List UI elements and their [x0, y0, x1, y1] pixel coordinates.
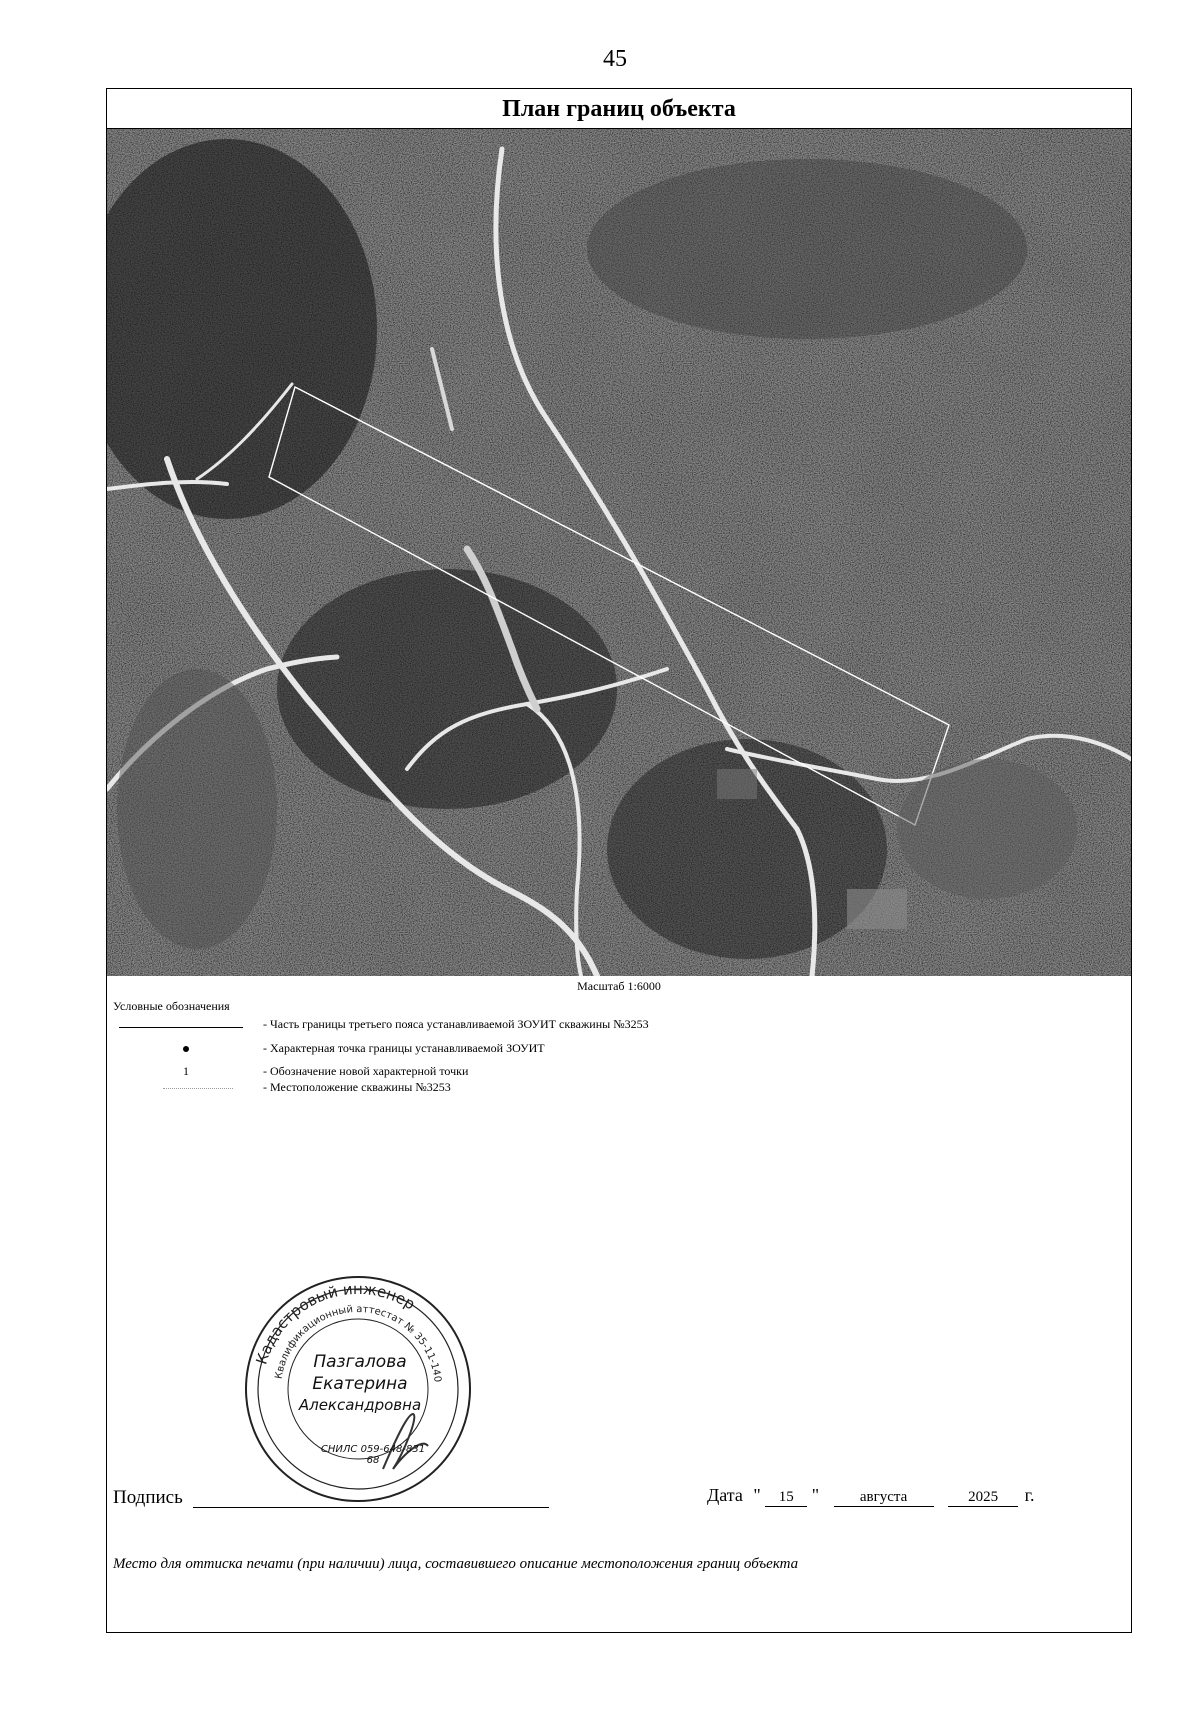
date-year: 2025	[948, 1489, 1018, 1507]
signature-line	[193, 1507, 549, 1508]
document-title: План границ объекта	[107, 89, 1131, 129]
new-point-number-symbol	[113, 1064, 243, 1080]
signature-label: Подпись	[113, 1487, 183, 1508]
cadastral-engineer-stamp	[233, 1264, 483, 1514]
legend-item-text: - Обозначение новой характерной точки	[263, 1064, 469, 1078]
stamp-inner-text: Квалификационный аттестат № 35-11-140	[273, 1303, 443, 1383]
legend-item-text: - Часть границы третьего пояса устанавливаемой ЗОУИТ скважины №3253	[263, 1017, 649, 1031]
stamp-name-line: Екатерина	[312, 1374, 408, 1394]
date-label: Дата	[707, 1485, 743, 1505]
page-number: 45	[603, 46, 627, 72]
stamp-name-line: Пазгалова	[313, 1352, 407, 1372]
satellite-map-image	[107, 129, 1131, 976]
date-block	[707, 1485, 1034, 1507]
boundary-line-symbol	[113, 1017, 243, 1033]
legend-point-number: 1	[183, 1064, 189, 1078]
stamp-placement-note: Место для оттиска печати (при наличии) лица, составившего описание местоположения границ объекта	[113, 1556, 799, 1572]
satellite-map	[107, 129, 1131, 976]
map-scale: Масштаб 1:6000	[577, 979, 661, 993]
legend-item	[107, 1041, 1127, 1057]
legend-item	[107, 1064, 1127, 1080]
date-month: августа	[834, 1489, 934, 1507]
document-frame	[106, 88, 1132, 1633]
legend-item-text: - Местоположение скважины №3253	[263, 1080, 451, 1094]
legend-title: Условные обозначения	[113, 999, 230, 1013]
date-close-quote: "	[811, 1485, 820, 1505]
boundary-point-icon	[113, 1041, 243, 1057]
well-location-icon	[113, 1080, 243, 1096]
date-day: 15	[765, 1489, 807, 1507]
date-suffix: г.	[1024, 1485, 1035, 1505]
legend-item-text: - Характерная точка границы устанавливаемой ЗОУИТ	[263, 1041, 545, 1055]
legend-item	[107, 1017, 1127, 1033]
date-open-quote: "	[753, 1485, 761, 1505]
legend-item	[107, 1080, 1127, 1096]
stamp-outer-text: Кадастровый инженер	[252, 1279, 419, 1367]
stamp-name-line: Александровна	[298, 1396, 422, 1414]
stamp-snils: СНИЛС 059-648-831 68	[320, 1444, 426, 1466]
